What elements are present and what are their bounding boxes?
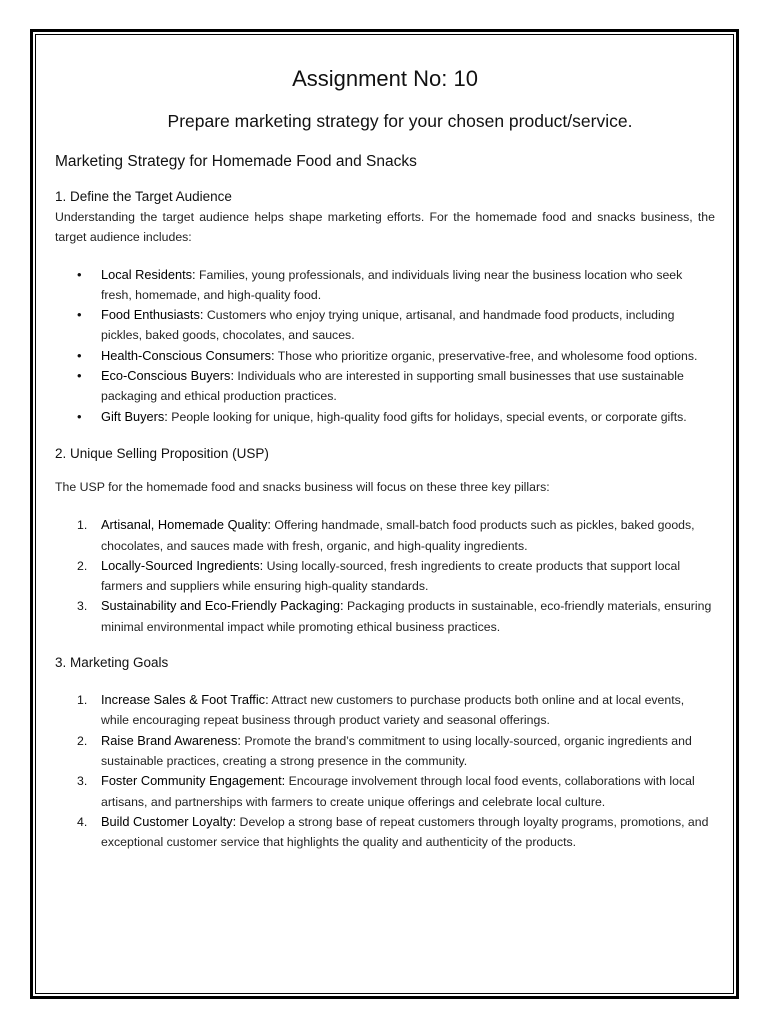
item-number: 4. xyxy=(77,814,88,829)
list-item xyxy=(55,556,715,597)
item-text: Offering handmade, small-batch food products such as pickles, baked goods, chocolates, and sauces made with fresh, organic, and high-quality ingredients. xyxy=(101,518,695,553)
section-usp xyxy=(55,444,715,637)
item-text: Using locally-sourced, fresh ingredients to create products that support local farmers and suppliers while ensuring high-quality standards. xyxy=(101,558,681,594)
list-item xyxy=(55,346,715,366)
list-item xyxy=(55,515,715,556)
item-number: 2. xyxy=(77,733,88,748)
item-text: People looking for unique, high-quality food gifts for holidays, special events, or corporate gifts. xyxy=(167,409,687,424)
item-label: Eco-Conscious Buyers: xyxy=(101,368,234,384)
item-label: Food Enthusiasts: xyxy=(101,307,204,323)
list-item xyxy=(55,731,715,772)
list-item xyxy=(55,596,715,637)
document-body xyxy=(55,62,715,852)
item-number: 1. xyxy=(77,693,88,708)
item-label: Locally-Sourced Ingredients: xyxy=(101,557,264,573)
item-label: Local Residents: xyxy=(101,266,196,282)
item-text: Packaging products in sustainable, eco-friendly materials, ensuring minimal environmental impact while promoting ethical business practices. xyxy=(101,599,712,634)
list-item xyxy=(55,407,715,427)
item-label: Health-Conscious Consumers: xyxy=(101,347,275,363)
section-heading: 3. Marketing Goals xyxy=(55,655,169,671)
list-item xyxy=(55,265,715,306)
item-text: Promote the brand’s commitment to using locally-sourced, organic ingredients and sustainable practices, creating a strong presence in the community. xyxy=(101,733,692,768)
list-item xyxy=(55,690,715,731)
item-label: Artisanal, Homemade Quality: xyxy=(101,517,271,533)
item-text: Customers who enjoy trying unique, artisanal, and handmade food products, including pickles, baked goods, chocolates, and sauces. xyxy=(101,308,675,343)
goals-list xyxy=(55,690,715,852)
section-target-audience xyxy=(55,187,715,427)
bullet-marker: • xyxy=(77,408,82,424)
item-text: Individuals who are interested in supporting small businesses that use sustainable packaging and ethical production practices. xyxy=(101,369,684,404)
item-label: Build Customer Loyalty: xyxy=(101,813,237,829)
item-text: Develop a strong base of repeat customers through loyalty programs, promotions, and exceptional customer service that highlights the quality and authenticity of the products. xyxy=(101,814,709,850)
item-number: 3. xyxy=(77,774,88,789)
list-item xyxy=(55,305,715,346)
document-title: Assignment No: 10 xyxy=(292,66,478,91)
bullet-marker: • xyxy=(77,266,82,282)
bullet-marker: • xyxy=(77,347,82,363)
list-item xyxy=(55,366,715,407)
item-text: Attract new customers to purchase products both online and at local events, while encouraging repeat business through product variety and seasonal offerings. xyxy=(101,693,685,728)
item-text: Families, young professionals, and individuals living near the business location who seek fresh, homemade, and high-quality food. xyxy=(101,267,683,302)
item-label: Raise Brand Awareness: xyxy=(101,732,241,748)
list-item xyxy=(55,771,715,812)
item-number: 3. xyxy=(77,599,88,614)
usp-list xyxy=(55,515,715,637)
item-text: Encourage involvement through local food events, collaborations with local artisans, and partnerships with farmers to create unique offerings and celebrate local culture. xyxy=(101,774,695,809)
item-label: Sustainability and Eco-Friendly Packaging: xyxy=(101,598,344,614)
section-marketing-goals xyxy=(55,653,715,852)
bullet-marker: • xyxy=(77,368,82,384)
section-intro: Understanding the target audience helps shape marketing efforts. For the homemade food and snacks business, the target audience includes: xyxy=(55,210,715,245)
document-subtitle: Prepare marketing strategy for your chosen product/service. xyxy=(167,111,633,131)
item-label: Gift Buyers: xyxy=(101,408,168,424)
list-item xyxy=(55,812,715,853)
audience-list xyxy=(55,265,715,427)
item-number: 2. xyxy=(77,558,88,573)
item-number: 1. xyxy=(77,518,88,533)
section-heading: 2. Unique Selling Proposition (USP) xyxy=(55,445,269,461)
item-text: Those who prioritize organic, preservative-free, and wholesome food options. xyxy=(274,348,698,363)
section-heading: 1. Define the Target Audience xyxy=(55,189,232,204)
bullet-marker: • xyxy=(77,307,82,323)
main-heading: Marketing Strategy for Homemade Food and Snacks xyxy=(55,153,417,170)
section-intro: The USP for the homemade food and snacks business will focus on these three key pillars: xyxy=(55,479,550,494)
item-label: Increase Sales & Foot Traffic: xyxy=(101,692,269,708)
item-label: Foster Community Engagement: xyxy=(101,773,286,789)
